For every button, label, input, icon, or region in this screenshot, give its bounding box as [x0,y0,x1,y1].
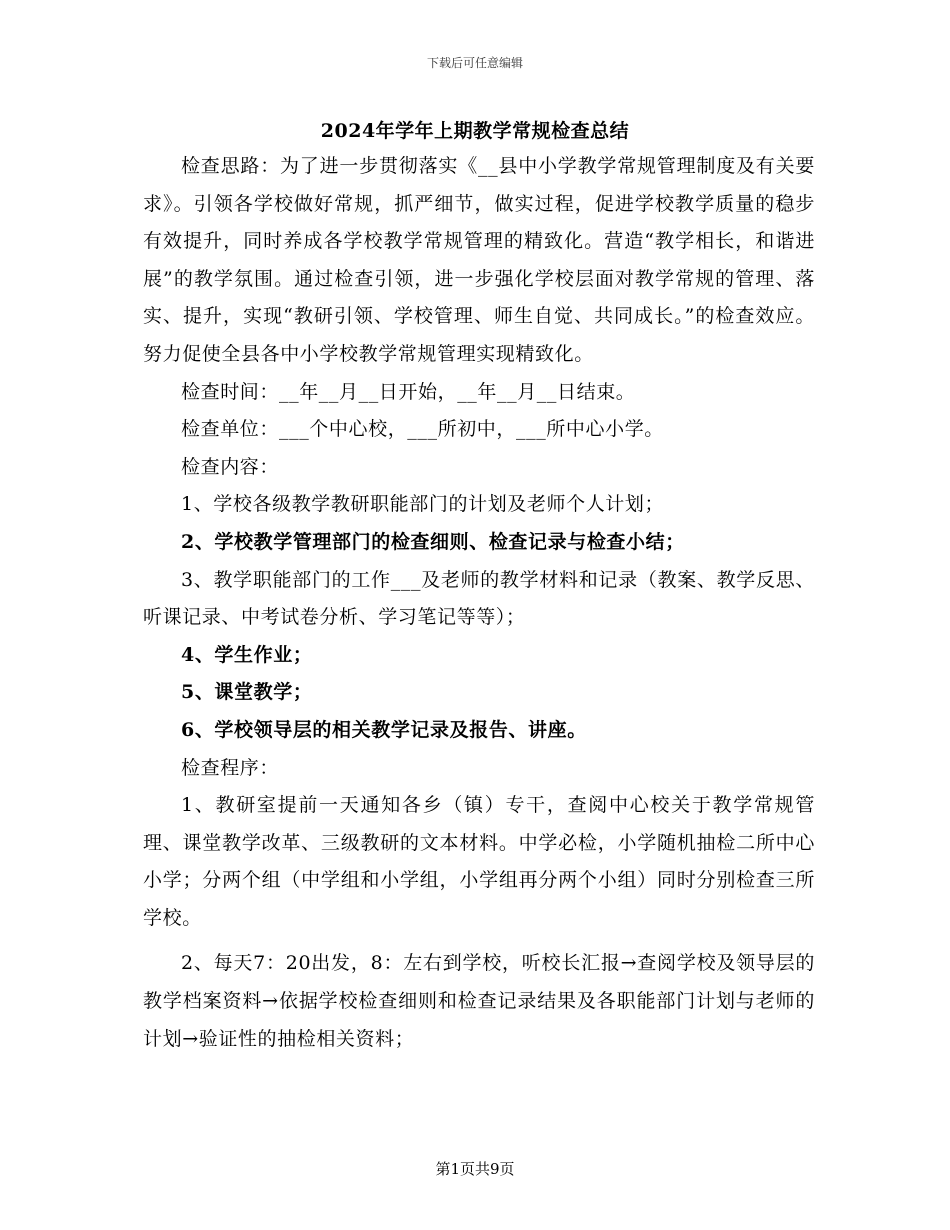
paragraph-content-heading: 检查内容： [181,455,280,478]
content-item-6: 6、学校领导层的相关教学记录及报告、讲座。 [181,718,587,741]
content-item-1: 1、学校各级教学教研职能部门的计划及老师个人计划； [181,493,665,516]
page-footer: 第1页共9页 [435,1160,515,1178]
header-note: 下载后可任意编辑 [426,56,523,70]
content-item-2: 2、学校教学管理部门的检查细则、检查记录与检查小结； [181,530,685,553]
paragraph-inspection-time: 检查时间：__年__月__日开始，__年__月__日结束。 [181,380,636,403]
paragraph-inspection-idea: 检查思路：为了进一步贯彻落实《__县中小学教学常规管理制度及有关要求》。引领各学校做好常规，抓严细节，做实过程，促进学校教学质量的稳步有效提升，同时养成各学校教学常规管理的精致化。营造“教学相长，和谐进展”的教学氛围。通过检查引领，进一步强化学校层面对教学常规的管理、落实、提升，实现“教研引领、学校管理、师生自觉、共同成长。”的检查效应。努力促使全县各中小学校教学常规管理实现精致化。 [143,155,815,365]
paragraph-inspection-units: 检查单位：___个中心校，___所初中，___所中心小学。 [181,418,664,441]
content-item-4: 4、学生作业； [181,643,313,666]
document-body [143,148,815,1058]
document-title: 2024年学年上期教学常规检查总结 [320,120,630,142]
paragraph-procedure-heading: 检查程序： [181,756,280,779]
content-item-5: 5、课堂教学； [181,681,313,704]
procedure-item-2: 2、每天7：20出发，8：左右到学校，听校长汇报→查阅学校及领导层的教学档案资料→依据学校检查细则和检查记录结果及各职能部门计划与老师的计划→验证性的抽检相关资料； [143,952,815,1050]
content-item-3: 3、教学职能部门的工作___及老师的教学材料和记录（教案、教学反思、听课记录、中考试卷分析、学习笔记等等）； [143,568,815,629]
procedure-item-1: 1、教研室提前一天通知各乡（镇）专干，查阅中心校关于教学常规管理、课堂教学改革、三级教研的文本材料。中学必检，小学随机抽检二所中心小学；分两个组（中学组和小学组，小学组再分两个小组）同时分别检查三所学校。 [143,794,815,929]
